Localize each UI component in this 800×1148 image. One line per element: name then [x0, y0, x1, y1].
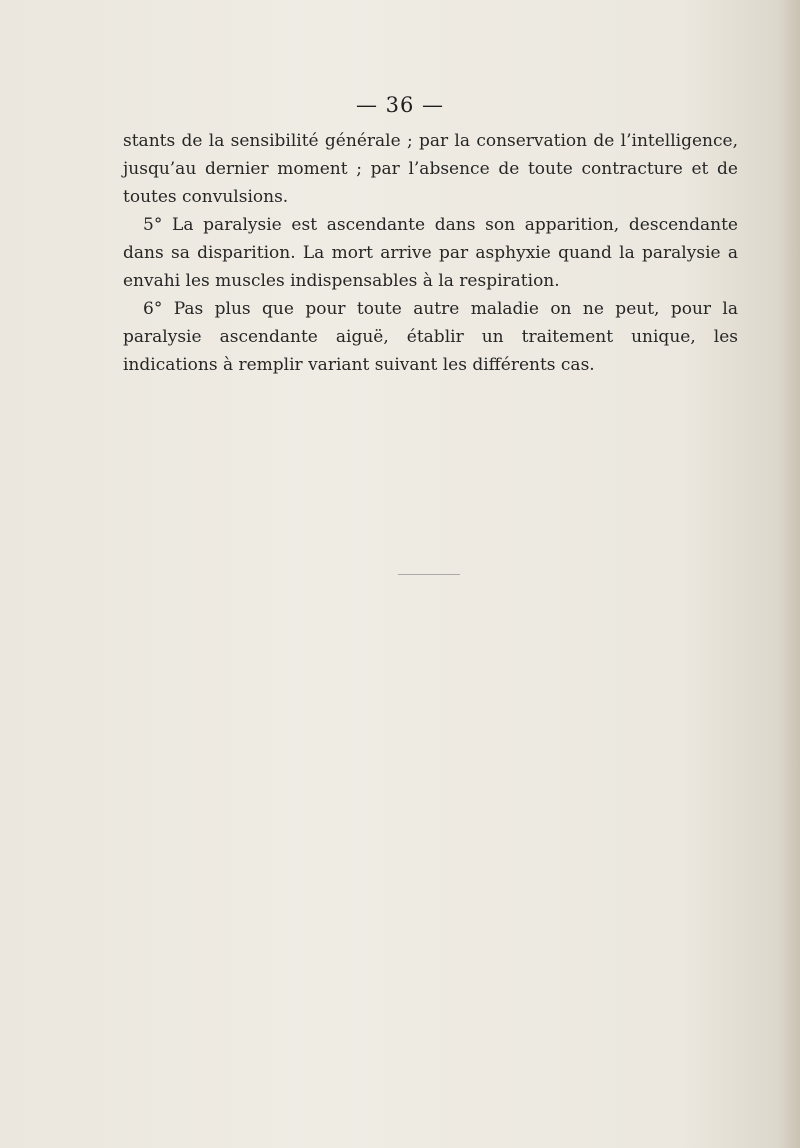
bleed-through-rule — [398, 574, 460, 575]
paragraph-continuation: stants de la sensibilité générale ; par la conservation de l’intelligence, jusqu’au dernier moment ; par l’absence de toute contracture et de toutes convulsions. — [123, 131, 738, 207]
paragraph-point-6: 6° Pas plus que pour toute autre maladie on ne peut, pour la paralysie ascendante aiguë, établir un traitement unique, les indications à remplir variant suivant les différents cas. — [123, 299, 738, 375]
page-number: — 36 — — [355, 93, 445, 117]
page-edge-shadow — [778, 0, 800, 1148]
paragraph-point-5: 5° La paralysie est ascendante dans son apparition, descendante dans sa disparition. La mort arrive par asphyxie quand la paralysie a envahi les muscles indispensables à la respiration. — [123, 215, 738, 291]
body-text — [123, 127, 738, 379]
